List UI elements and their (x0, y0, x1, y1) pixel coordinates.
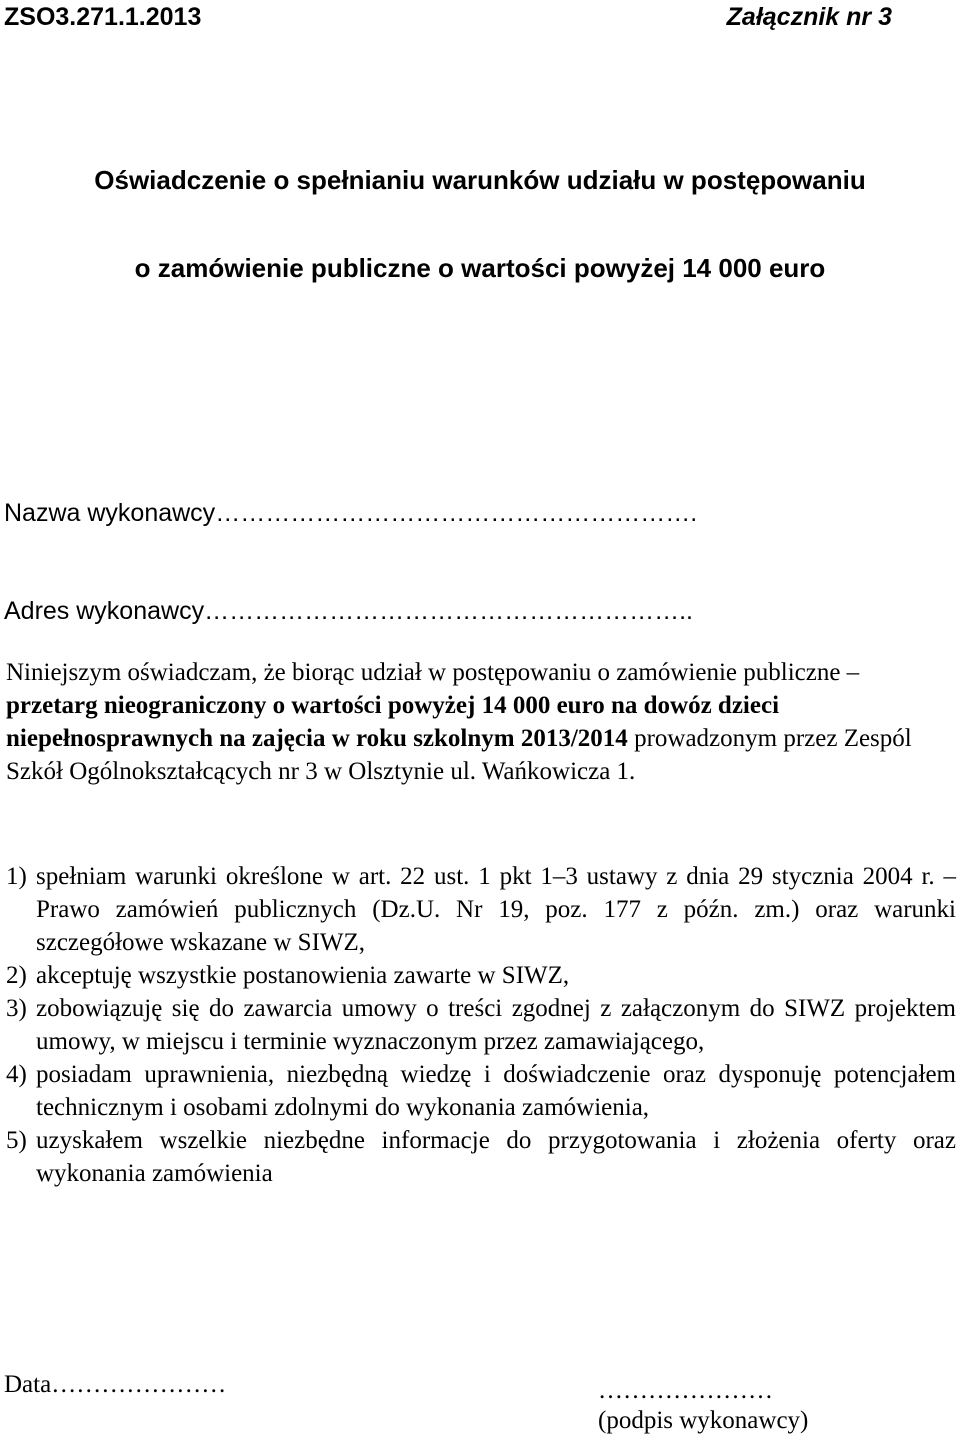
list-item (6, 1124, 956, 1190)
contractor-address-label: Adres wykonawcy (4, 597, 205, 625)
contractor-name-label: Nazwa wykonawcy (4, 499, 216, 527)
list-item-text: akceptuję wszystkie postanowienia zawarte w SIWZ, (36, 962, 570, 989)
contractor-name-blank: …………………………………………………. (215, 499, 698, 527)
document-title-line-1: Oświadczenie o spełnianiu warunków udziału w postępowaniu (94, 165, 866, 195)
list-item-text: uzyskałem wszelkie niezbędne informacje do przygotowania i złożenia oferty oraz wykonania zamówienia (36, 1127, 956, 1187)
signature-label: (podpis wykonawcy) (598, 1407, 809, 1434)
declaration-subject: przetarg nieograniczony o wartości powyżej 14 000 euro na dowóz dzieci niepełnosprawnych na zajęcia w roku szkolnym 2013/2014 (6, 692, 780, 752)
list-item-number: 4) (6, 1061, 27, 1088)
declaration-rest: prowadzonym przez Zespól Szkół Ogólnokształcących nr 3 w Olsztynie ul. Wańkowicza 1. (6, 725, 912, 785)
list-item-number: 5) (6, 1127, 27, 1154)
list-item (6, 860, 956, 959)
document-title-line-2: o zamówienie publiczne o wartości powyżej 14 000 euro (134, 253, 826, 283)
attachment-number: Załącznik nr 3 (726, 3, 892, 31)
declaration-intro: Niniejszym oświadczam, że biorąc udział w postępowaniu o zamówienie publiczne – (6, 659, 860, 686)
declaration-paragraph (6, 656, 956, 788)
list-item (6, 992, 956, 1058)
contractor-address-field (4, 594, 693, 628)
list-item (6, 1058, 956, 1124)
list-item-text: zobowiązuję się do zawarcia umowy o treści zgodnej z załączonym do SIWZ projektem umowy, w miejscu i terminie wyznaczonym przez zamawiającego, (36, 995, 956, 1055)
date-blank: ………………… (51, 1371, 227, 1398)
list-item (6, 959, 956, 992)
date-label: Data (4, 1371, 52, 1398)
list-item-number: 2) (6, 962, 27, 989)
signature-blank: ………………… (598, 1377, 773, 1404)
contractor-address-blank: ………………………………………………….. (204, 597, 693, 625)
list-item-number: 3) (6, 995, 27, 1022)
conditions-list (6, 860, 956, 1190)
list-item-text: posiadam uprawnienia, niezbędną wiedzę i doświadczenie oraz dysponuję potencjałem technicznym i osobami zdolnymi do wykonania zamówienia, (36, 1061, 956, 1121)
list-item-number: 1) (6, 863, 27, 890)
date-field (4, 1368, 226, 1402)
document-reference: ZSO3.271.1.2013 (4, 3, 202, 31)
contractor-name-field (4, 496, 697, 530)
list-item-text: spełniam warunki określone w art. 22 ust. 1 pkt 1–3 ustawy z dnia 29 stycznia 2004 r. – Prawo zamówień publicznych (Dz.U. Nr 19, poz. 177 z późn. zm.) oraz warunki szczegółowe wskazane w SIWZ, (36, 863, 956, 956)
